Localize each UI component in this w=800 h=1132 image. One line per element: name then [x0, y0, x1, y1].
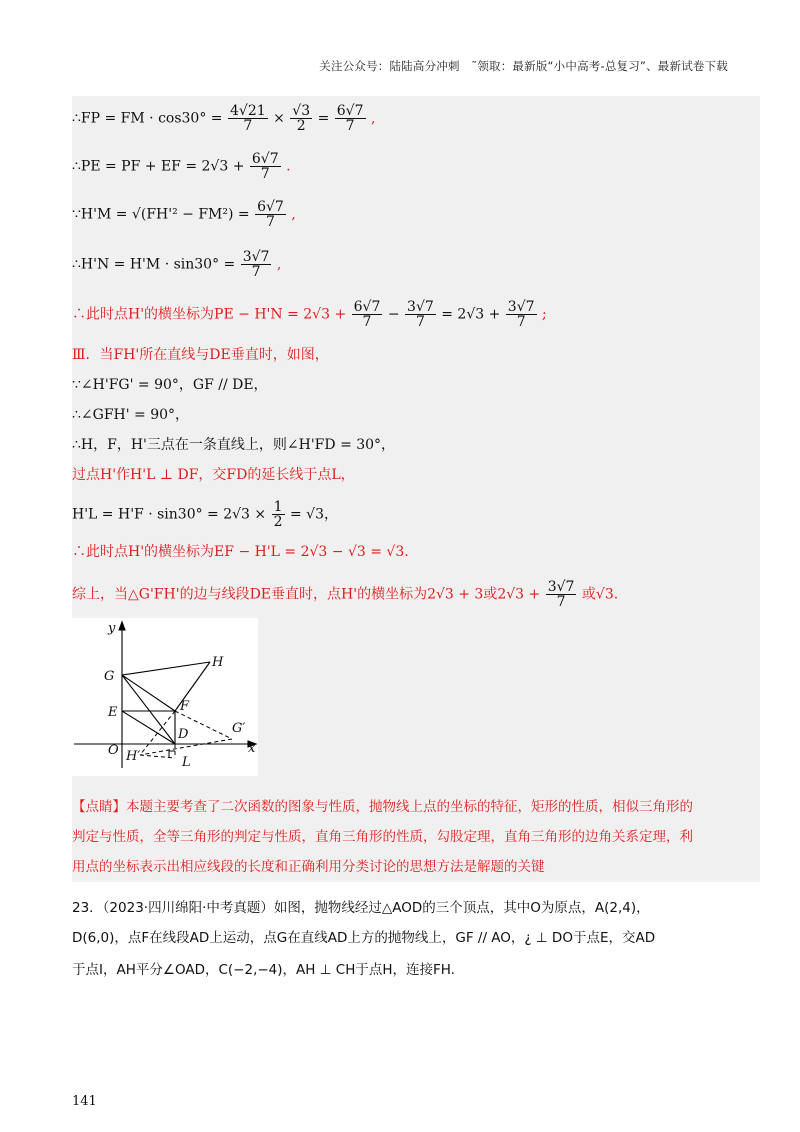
- line-5: ∴此时点H'的横坐标为PE − H'N = 2√3 + $\frac{6√7}{7}$ − $\frac{3√7}{7}$ = 2√3 + $\frac{3√7}{7}$ ;: [72, 299, 547, 330]
- question-line-2: D(6,0)，点F在线段AD上运动，点G在直线AD上方的抛物线上，GF // AO，¿ ⊥ DO于点E，交AD: [72, 930, 656, 946]
- line-12: ∴此时点H'的横坐标为EF − H'L = 2√3 − √3 = √3.: [72, 544, 409, 560]
- note-line-3: 用点的坐标表示出相应线段的长度和正确利用分类讨论的思想方法是解题的关键: [72, 859, 545, 875]
- segment-ED: [122, 711, 175, 744]
- label-H: H: [212, 655, 224, 670]
- line-2: ∴PE = PF + EF = 2√3 + $\frac{6√7}{7}$ .: [72, 151, 291, 182]
- label-L: L: [182, 755, 191, 770]
- question-line-1: 23．（2023·四川绵阳·中考真题）如图，抛物线经过△AOD的三个顶点，其中O为原点，A(2,4)，: [72, 900, 650, 916]
- dashed-HL: [140, 755, 175, 758]
- label-E: E: [108, 705, 118, 720]
- label-O: O: [108, 743, 119, 758]
- line-9: ∴H，F，H'三点在一条直线上，则∠H'FD = 30°，: [72, 437, 396, 453]
- label-Gp: G′: [232, 721, 246, 736]
- segment-GD: [122, 675, 175, 744]
- line-7: ∵∠H'FG' = 90°，GF // DE，: [72, 377, 268, 393]
- line-10: 过点H'作H'L ⊥ DF，交FD的延长线于点L，: [72, 467, 355, 483]
- page-header: 关注公众号：陆陆高分冲刺 ˜领取：最新版“小中高考-总复习”、最新试卷下载: [319, 59, 728, 73]
- label-D: D: [178, 727, 189, 742]
- label-y: y: [108, 621, 116, 636]
- line-11: H'L = H'F · sin30° = 2√3 × $\frac{1}{2}$ = √3，: [72, 499, 338, 530]
- geometry-figure: [72, 618, 258, 776]
- label-G: G: [104, 669, 115, 684]
- question-line-3: 于点I，AH平分∠OAD，C(−2,−4)，AH ⊥ CH于点H，连接FH.: [72, 962, 455, 978]
- note-line-2: 判定与性质，全等三角形的判定与性质，直角三角形的性质，勾股定理，直角三角形的边角关系定理，利: [72, 829, 693, 845]
- line-6: Ⅲ．当FH'所在直线与DE垂直时，如图，: [72, 347, 329, 363]
- label-F: F: [180, 699, 190, 714]
- line-8: ∴∠GFH' = 90°，: [72, 407, 190, 423]
- line-1: ∴FP = FM · cos30° = $\frac{4√21}{7}$ × $\frac{√3}{2}$ = $\frac{6√7}{7}$ ,: [72, 103, 376, 134]
- y-axis-arrow: [119, 622, 125, 630]
- line-3: ∵H'M = √(FH'² − FM²) = $\frac{6√7}{7}$ ,: [72, 199, 296, 230]
- right-angle-mark: [169, 751, 175, 757]
- label-Hp: H′: [126, 749, 141, 764]
- segment-GF: [122, 675, 175, 711]
- segment-GH: [122, 662, 210, 675]
- label-x: x: [248, 741, 256, 756]
- page-number: 141: [72, 1094, 97, 1109]
- line-4: ∴H'N = H'M · sin30° = $\frac{3√7}{7}$ ,: [72, 249, 282, 280]
- line-13: 综上，当△G'FH'的边与线段DE垂直时，点H'的横坐标为2√3 + 3或2√3 + $\frac{3√7}{7}$ 或√3.: [72, 579, 619, 610]
- dashed-FH: [140, 711, 175, 755]
- note-line-1: 【点睛】本题主要考查了二次函数的图象与性质，抛物线上点的坐标的特征，矩形的性质，相似三角形的: [72, 799, 693, 815]
